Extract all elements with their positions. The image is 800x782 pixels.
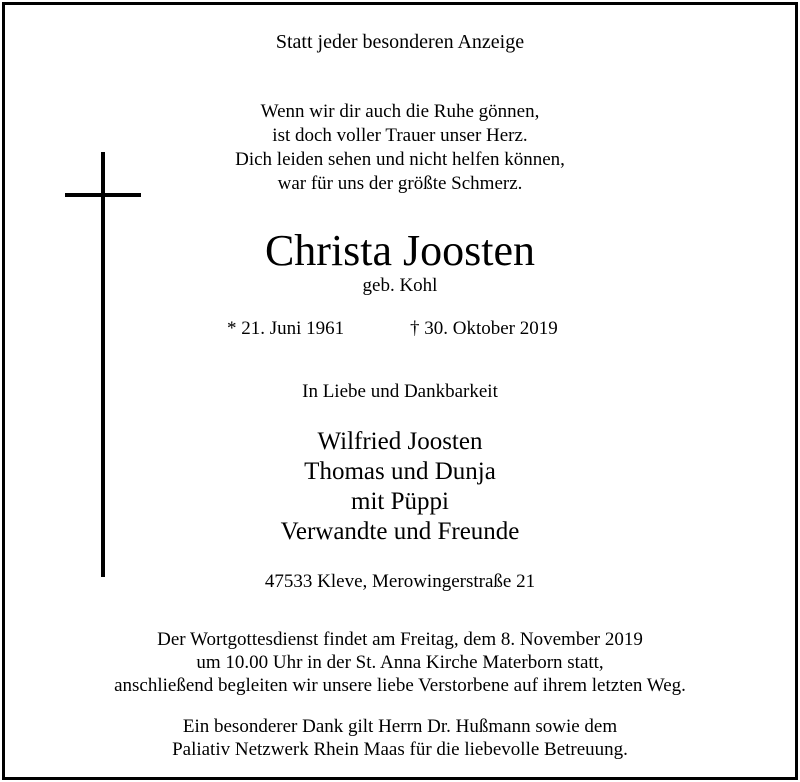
mourners-list (5, 427, 795, 547)
gratitude-line: Ein besonderer Dank gilt Herrn Dr. Hußmann sowie dem (182, 716, 618, 737)
mourner-line: Thomas und Dunja (304, 458, 496, 485)
mourner-line: Verwandte und Freunde (280, 518, 520, 545)
poem-line: ist doch voller Trauer unser Herz. (272, 125, 528, 146)
notice-heading: Statt jeder besonderen Anzeige (275, 31, 525, 53)
poem (5, 100, 795, 196)
thanks-line: In Liebe und Dankbarkeit (302, 381, 498, 402)
birth-date: * 21. Juni 1961 (227, 318, 345, 339)
poem-line: Wenn wir dir auch die Ruhe gönnen, (260, 101, 540, 122)
mourner-line: mit Püppi (351, 488, 449, 515)
poem-line: war für uns der größte Schmerz. (277, 173, 523, 194)
service-line: um 10.00 Uhr in der St. Anna Kirche Materborn statt, (196, 652, 604, 673)
poem-line: Dich leiden sehen und nicht helfen können, (235, 149, 565, 170)
service-info (5, 628, 795, 697)
maiden-name: geb. Kohl (362, 275, 438, 296)
service-line: anschließend begleiten wir unsere liebe Verstorbene auf ihrem letzten Weg. (114, 675, 686, 696)
death-date: † 30. Oktober 2019 (410, 318, 558, 339)
mourner-line: Wilfried Joosten (317, 428, 483, 455)
family-address: 47533 Kleve, Merowingerstraße 21 (264, 571, 536, 592)
deceased-name: Christa Joosten (264, 226, 536, 275)
gratitude-note (5, 715, 795, 761)
obituary-notice (2, 2, 798, 780)
gratitude-line: Paliativ Netzwerk Rhein Maas für die liebevolle Betreuung. (172, 739, 628, 760)
service-line: Der Wortgottesdienst findet am Freitag, dem 8. November 2019 (157, 629, 643, 650)
